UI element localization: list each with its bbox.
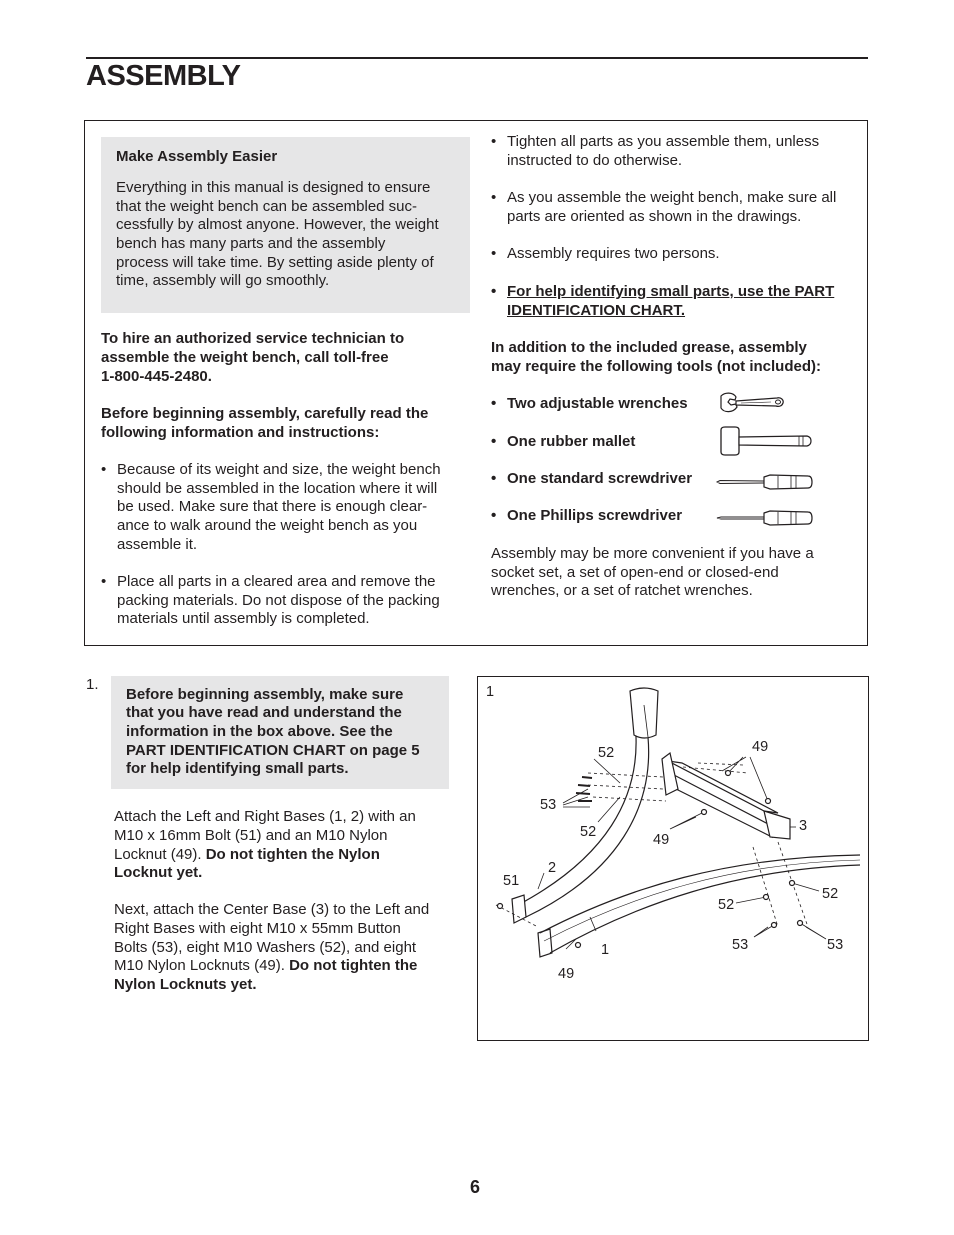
bullet-dot: • (491, 433, 497, 450)
standard-screwdriver-icon (716, 473, 814, 491)
assembly-easier-line: process will take time. By setting aside plenty of (116, 254, 434, 271)
list-item-line: should be assembled in the location where it will (117, 480, 438, 497)
convenient-line: socket set, a set of open-end or closed-end (491, 564, 779, 581)
step-paragraph-line: M10 x 16mm Bolt (51) and an M10 Nylon (114, 827, 388, 844)
assembly-easier-line: that the weight bench can be assembled suc- (116, 198, 418, 215)
step-paragraph-line (114, 846, 380, 865)
callout-label: 52 (822, 886, 839, 902)
list-item-line: be used. Make sure that there is enough clear- (117, 498, 428, 515)
step-warning-text: Do not tighten the Nylon (205, 846, 380, 863)
list-item (101, 573, 461, 630)
step-paragraph-line: Bolts (53), eight M10 Washers (52), and eight (114, 939, 417, 956)
page-title: ASSEMBLY (86, 60, 241, 92)
bullet-dot: • (101, 573, 107, 590)
step-paragraph-line (114, 957, 417, 976)
tool-item (491, 433, 711, 453)
part-chart-link-line: IDENTIFICATION CHART. (507, 302, 686, 319)
list-item-line: Tighten all parts as you assemble them, unless (507, 133, 820, 150)
page-number: 6 (470, 1177, 481, 1197)
step-warning-text: Nylon Locknuts yet. (114, 976, 257, 993)
phone-number: 1-800-445-2480. (101, 368, 212, 385)
part-chart-link-line: For help identifying small parts, use the PART (507, 283, 835, 300)
step-warning-text: Do not tighten the (289, 957, 418, 974)
list-item-line: parts are oriented as shown in the drawings. (507, 208, 802, 225)
tool-label: One Phillips screwdriver (507, 507, 683, 524)
list-item (101, 461, 461, 555)
list-item (491, 245, 861, 265)
hire-technician-line: assemble the weight bench, call toll-free (101, 349, 389, 366)
callout-label: 1 (601, 942, 610, 958)
base-assembly-drawing (478, 677, 867, 1039)
bullet-dot: • (491, 283, 497, 300)
assembly-easier-line: bench has many parts and the assembly (116, 235, 386, 252)
callout-label: 2 (548, 860, 557, 876)
step-paragraph-line: Next, attach the Center Base (3) to the Left and (114, 901, 430, 918)
list-item-line: As you assemble the weight bench, make sure all (507, 189, 837, 206)
callout-label: 52 (580, 824, 597, 840)
step-text: M10 Nylon Locknuts (49). (114, 957, 290, 974)
convenient-line: Assembly may be more convenient if you have a (491, 545, 814, 562)
list-item (491, 133, 861, 171)
tool-label: One standard screwdriver (507, 470, 693, 487)
list-item (491, 283, 861, 321)
callout-label: 53 (540, 797, 557, 813)
bullet-dot: • (491, 245, 497, 262)
rubber-mallet-icon (719, 426, 813, 456)
callout-label: 51 (503, 873, 520, 889)
callout-label: 53 (827, 937, 844, 953)
list-item-line: assemble it. (117, 536, 198, 553)
tool-item (491, 470, 711, 490)
bullet-dot: • (491, 133, 497, 150)
assembly-easier-heading: Make Assembly Easier (116, 148, 278, 165)
figure-number: 1 (486, 684, 495, 700)
before-beginning-line: following information and instructions: (101, 424, 380, 441)
list-item-line: packing materials. Do not dispose of the packing (117, 592, 440, 609)
callout-label: 53 (732, 937, 749, 953)
list-item-line: Assembly requires two persons. (507, 245, 720, 262)
assembly-easier-line: Everything in this manual is designed to ensure (116, 179, 431, 196)
step-note-line: for help identifying small parts. (126, 760, 349, 777)
tool-item (491, 395, 711, 415)
step-number: 1. (86, 676, 99, 693)
callout-label: 52 (598, 745, 615, 761)
bullet-dot: • (491, 395, 497, 412)
hire-technician-line: To hire an authorized service technician to (101, 330, 405, 347)
assembly-easier-line: time, assembly will go smoothly. (116, 272, 330, 289)
list-item (491, 189, 861, 227)
list-item-line: instructed to do otherwise. (507, 152, 683, 169)
step-paragraph-line: Attach the Left and Right Bases (1, 2) with an (114, 808, 416, 825)
step-note-line: Before beginning assembly, make sure (126, 686, 404, 703)
step-paragraph-line: Right Bases with eight M10 x 55mm Button (114, 920, 401, 937)
step-note-line: that you have read and understand the (126, 704, 402, 721)
step-text: Locknut (49). (114, 846, 206, 863)
adjustable-wrench-icon (719, 392, 785, 414)
bullet-dot: • (491, 189, 497, 206)
header-rule (86, 57, 868, 59)
tool-item (491, 507, 711, 527)
bullet-dot: • (491, 470, 497, 487)
assembly-figure (477, 676, 869, 1041)
callout-label: 49 (653, 832, 670, 848)
list-item-line: ance to walk around the weight bench as you (117, 517, 418, 534)
tool-label: One rubber mallet (507, 433, 636, 450)
tool-label: Two adjustable wrenches (507, 395, 688, 412)
convenient-line: wrenches, or a set of ratchet wrenches. (491, 582, 753, 599)
tools-intro-line: In addition to the included grease, assembly (491, 339, 807, 356)
tools-intro-line: may require the following tools (not included): (491, 358, 821, 375)
callout-label: 52 (718, 897, 735, 913)
list-item-line: Place all parts in a cleared area and remove the (117, 573, 436, 590)
list-item-line: Because of its weight and size, the weight bench (117, 461, 441, 478)
step-note-line: PART IDENTIFICATION CHART on page 5 (126, 742, 420, 759)
callout-label: 49 (558, 966, 575, 982)
callout-label: 3 (799, 818, 808, 834)
callout-label: 49 (752, 739, 769, 755)
step-warning-text: Locknut yet. (114, 864, 203, 881)
phillips-screwdriver-icon (716, 509, 814, 527)
before-beginning-line: Before beginning assembly, carefully read the (101, 405, 429, 422)
bullet-dot: • (101, 461, 107, 478)
bullet-dot: • (491, 507, 497, 524)
step-note-line: information in the box above. See the (126, 723, 393, 740)
assembly-easier-line: cessfully by almost anyone. However, the weight (116, 216, 439, 233)
list-item-line: materials until assembly is completed. (117, 610, 370, 627)
